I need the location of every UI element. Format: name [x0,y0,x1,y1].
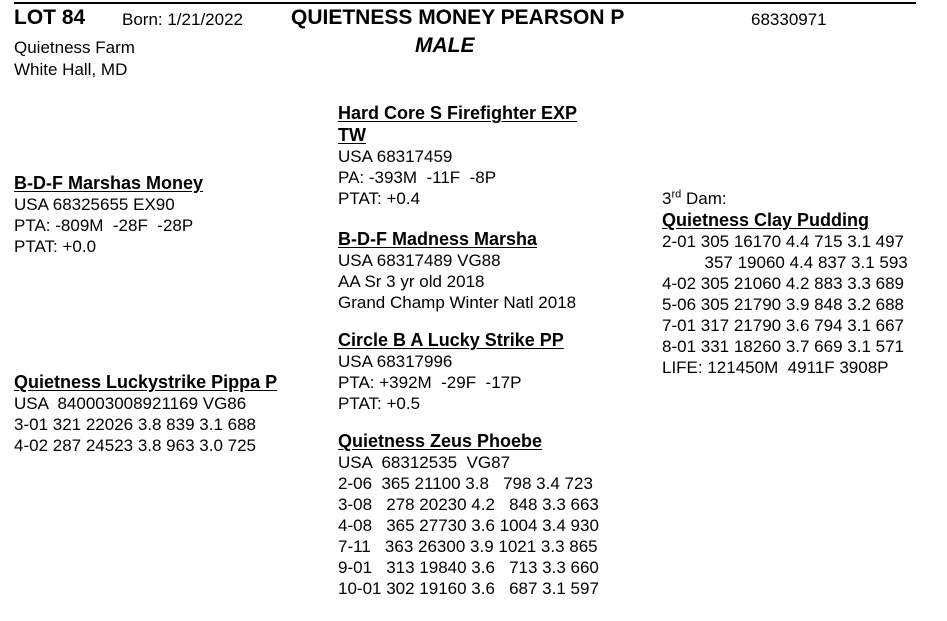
third-dam-line: 5-06 305 21790 3.9 848 3.2 688 [662,295,904,314]
third-dam-line: 8-01 331 18260 3.7 669 3.1 571 [662,337,904,356]
third-dam-line: 7-01 317 21790 3.6 794 3.1 667 [662,316,904,335]
sire-dam-line: AA Sr 3 yr old 2018 [338,272,485,291]
dam-line: 4-02 287 24523 3.8 963 3.0 725 [14,436,256,455]
sire-sire-name: Hard Core S Firefighter EXP [338,103,578,123]
third-dam-label-sup: rd [671,188,682,201]
dam-sire-name: Circle B A Lucky Strike PP [338,330,564,350]
breeder-location: White Hall, MD [14,60,128,79]
sire-name: B-D-F Marshas Money [14,173,204,193]
dam-sire-line: PTAT: +0.5 [338,394,421,413]
sire-sire-line: PA: -393M -11F -8P [338,168,497,187]
sire-sire-line: USA 68317459 [338,147,453,166]
sire-dam-name: B-D-F Madness Marsha [338,229,538,249]
third-dam-label [662,188,908,209]
sire-block [14,172,203,257]
dam-dam-line: 9-01 313 19840 3.6 713 3.3 660 [338,558,599,577]
dam-dam-line: USA 68312535 VG87 [338,453,511,472]
third-dam-line: 2-01 305 16170 4.4 715 3.1 497 [662,232,904,251]
dam-dam-line: 7-11 363 26300 3.9 1021 3.3 865 [338,537,598,556]
dam-sire-line: PTA: +392M -29F -17P [338,373,522,392]
birth-date: Born: 1/21/2022 [122,10,243,29]
dam-sire-block [338,329,564,414]
dam-dam-name: Quietness Zeus Phoebe [338,431,543,451]
lot-number: LOT 84 [14,6,86,29]
breeder-info [14,37,135,81]
sire-dam-line: Grand Champ Winter Natl 2018 [338,293,577,312]
dam-name: Quietness Luckystrike Pippa P [14,372,278,392]
third-dam-block [662,188,908,378]
sire-line: PTA: -809M -28F -28P [14,216,194,235]
sire-dam-block [338,228,576,313]
animal-sex: MALE [415,34,475,57]
sire-sire-block [338,102,577,209]
dam-sire-line: USA 68317996 [338,352,453,371]
sire-sire-name-cont: TW [338,125,366,145]
animal-name: QUIETNESS MONEY PEARSON P [291,6,625,29]
dam-dam-line: 2-06 365 21100 3.8 798 3.4 723 [338,474,593,493]
third-dam-label-suffix: Dam: [681,189,727,208]
sire-dam-line: USA 68317489 VG88 [338,251,501,270]
sire-line: USA 68325655 EX90 [14,195,175,214]
dam-line: USA 840003008921169 VG86 [14,394,247,413]
third-dam-label-prefix: 3 [662,189,672,208]
sire-sire-line: PTAT: +0.4 [338,189,421,208]
third-dam-line: 4-02 305 21060 4.2 883 3.3 689 [662,274,904,293]
dam-dam-block [338,430,599,599]
third-dam-line: 357 19060 4.4 837 3.1 593 [662,253,908,272]
dam-block [14,371,277,456]
dam-dam-line: 3-08 278 20230 4.2 848 3.3 663 [338,495,599,514]
third-dam-name: Quietness Clay Pudding [662,210,870,230]
dam-dam-line: 4-08 365 27730 3.6 1004 3.4 930 [338,516,599,535]
registration-number: 68330971 [751,10,827,29]
third-dam-line: LIFE: 121450M 4911F 3908P [662,358,889,377]
sire-line: PTAT: +0.0 [14,237,97,256]
breeder-name: Quietness Farm [14,38,135,57]
top-rule [14,2,916,4]
dam-line: 3-01 321 22026 3.8 839 3.1 688 [14,415,256,434]
dam-dam-line: 10-01 302 19160 3.6 687 3.1 597 [338,579,599,598]
